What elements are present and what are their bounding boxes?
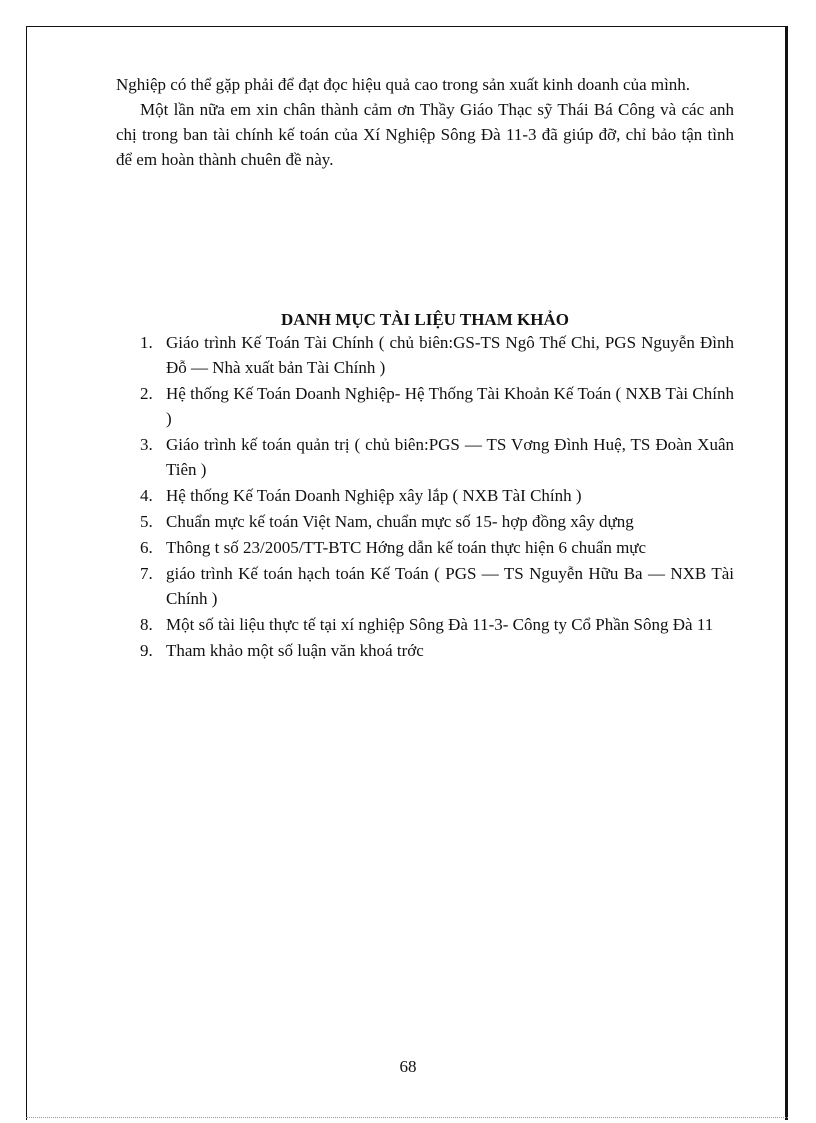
references-title: DANH MỤC TÀI LIỆU THAM KHẢO	[281, 310, 569, 329]
reference-item	[140, 432, 734, 483]
references-list	[140, 330, 734, 664]
reference-text: Hệ thống Kế Toán Doanh Nghiệp- Hệ Thống Tài Khoản Kế Toán ( NXB Tài Chính )	[166, 384, 734, 428]
paragraph-thanks: Một lần nữa em xin chân thành cảm ơn Thầy Giáo Thạc sỹ Thái Bá Công và các anh chị trong ban tài chính kế toán của Xí Nghiệp Sông Đà 11-3 đã giúp đỡ, chỉ bảo tận tình để em hoàn thành chuên đề này.	[116, 100, 734, 169]
page-border-bottom	[26, 1117, 788, 1118]
reference-number: 6.	[140, 538, 153, 557]
reference-number: 4.	[140, 486, 153, 505]
reference-text: Giáo trình kế toán quản trị ( chủ biên:PGS — TS Vơng Đình Huệ, TS Đoàn Xuân Tiên )	[166, 435, 734, 479]
reference-item	[140, 330, 734, 381]
reference-text: giáo trình Kế toán hạch toán Kế Toán ( PGS — TS Nguyễn Hữu Ba — NXB Tài Chính )	[166, 564, 734, 608]
reference-number: 9.	[140, 641, 153, 660]
reference-number: 1.	[140, 333, 153, 352]
reference-number: 8.	[140, 615, 153, 634]
reference-number: 3.	[140, 435, 153, 454]
reference-text: Một số tài liệu thực tế tại xí nghiệp Sông Đà 11-3- Công ty Cổ Phần Sông Đà 11	[166, 615, 714, 634]
reference-item	[140, 612, 734, 638]
reference-text: Tham khảo một số luận văn khoá trớc	[166, 641, 424, 660]
reference-item	[140, 535, 734, 561]
reference-number: 7.	[140, 564, 153, 583]
reference-text: Hệ thống Kế Toán Doanh Nghiệp xây lắp ( NXB TàI Chính )	[166, 486, 582, 505]
reference-text: Giáo trình Kế Toán Tài Chính ( chủ biên:GS-TS Ngô Thế Chi, PGS Nguyễn Đình Đỗ — Nhà xuất bản Tài Chính )	[166, 333, 734, 377]
reference-item	[140, 509, 734, 535]
reference-text: Chuẩn mực kế toán Việt Nam, chuẩn mực số 15- hợp đồng xây dựng	[166, 512, 634, 531]
reference-item	[140, 561, 734, 612]
reference-number: 5.	[140, 512, 153, 531]
page-number: 68	[399, 1057, 417, 1076]
reference-number: 2.	[140, 384, 153, 403]
reference-item	[140, 483, 734, 509]
reference-item	[140, 638, 734, 664]
paragraph-closing: Nghiệp có thể gặp phải để đạt đọc hiệu quả cao trong sản xuất kinh doanh của mình.	[116, 75, 691, 94]
reference-item	[140, 381, 734, 432]
body-text	[116, 72, 734, 172]
reference-text: Thông t số 23/2005/TT-BTC Hớng dẫn kế toán thực hiện 6 chuẩn mực	[166, 538, 647, 557]
